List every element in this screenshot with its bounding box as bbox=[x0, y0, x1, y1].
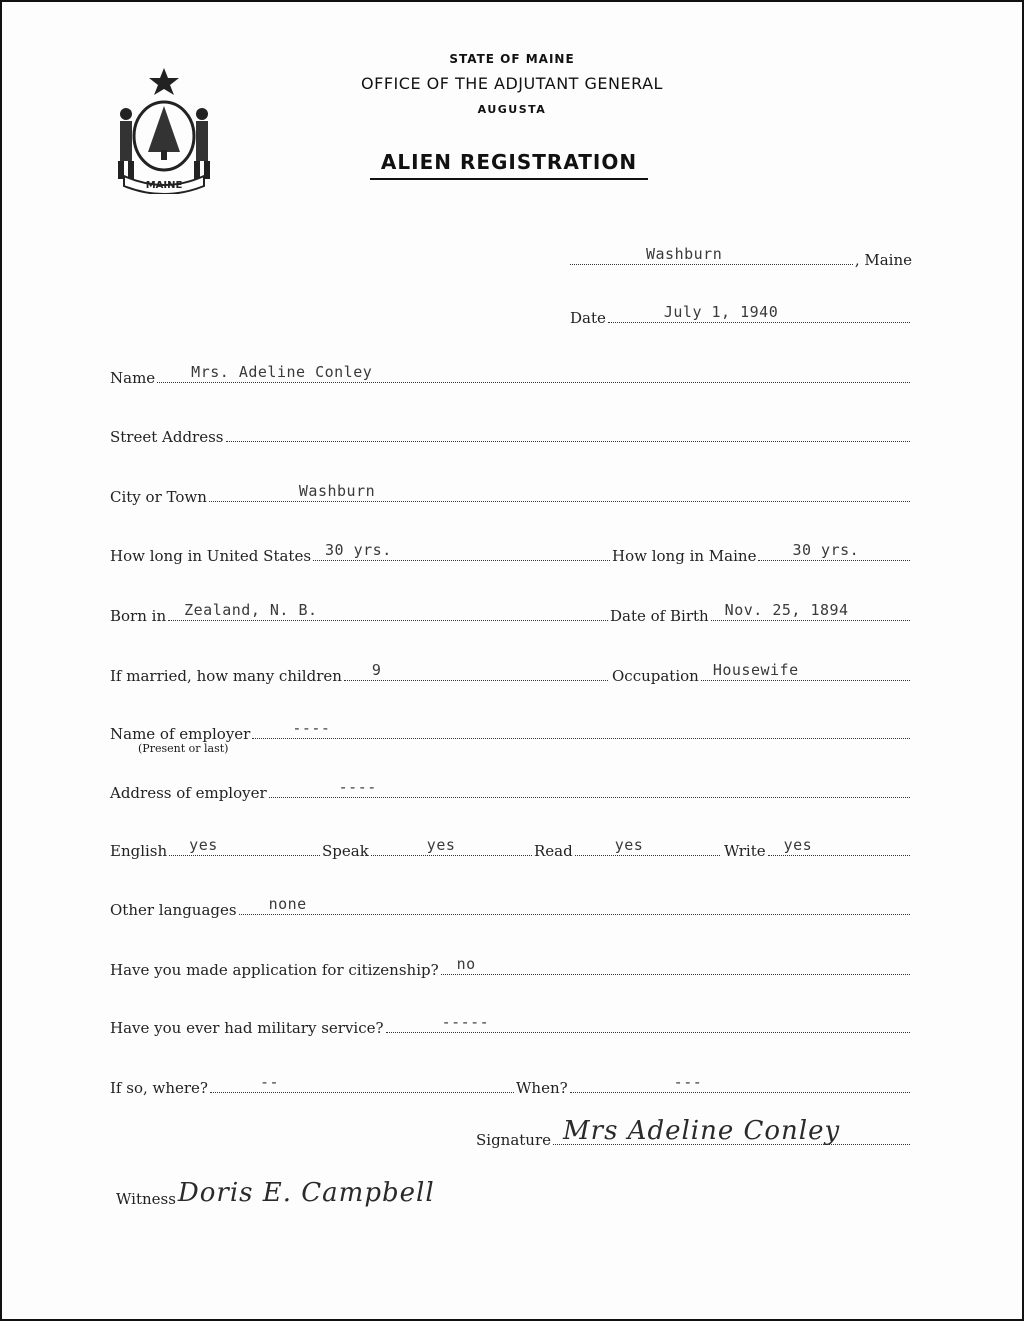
header-state: STATE OF MAINE bbox=[449, 52, 575, 66]
header-city: AUGUSTA bbox=[477, 103, 547, 116]
children-label: If married, how many children bbox=[110, 667, 342, 685]
city-row bbox=[110, 482, 912, 506]
header-office: OFFICE OF THE ADJUTANT GENERAL bbox=[361, 74, 663, 93]
name-row bbox=[110, 363, 912, 387]
military-value: ----- bbox=[441, 1013, 490, 1031]
when-row bbox=[516, 1073, 912, 1097]
street-row bbox=[110, 427, 912, 446]
town-value: Washburn bbox=[646, 245, 723, 263]
town-field[interactable] bbox=[570, 245, 853, 265]
street-label: Street Address bbox=[110, 428, 224, 446]
signature-value: Mrs Adeline Conley bbox=[563, 1116, 841, 1146]
other-languages-label: Other languages bbox=[110, 901, 237, 919]
date-field[interactable] bbox=[608, 303, 910, 323]
english-label: English bbox=[110, 842, 168, 860]
born-in-label: Born in bbox=[110, 607, 167, 625]
dob-field[interactable] bbox=[711, 601, 910, 621]
how-long-us-label: How long in United States bbox=[110, 547, 312, 565]
city-value: Washburn bbox=[298, 482, 376, 500]
city-field[interactable] bbox=[209, 482, 910, 502]
occupation-row bbox=[612, 661, 912, 685]
english-value: yes bbox=[189, 836, 218, 854]
write-value: yes bbox=[783, 836, 813, 854]
speak-row bbox=[322, 836, 534, 860]
occupation-field[interactable] bbox=[701, 661, 910, 681]
employer-label: Name of employer bbox=[110, 725, 251, 743]
read-label: Read bbox=[534, 842, 573, 860]
where-value: -- bbox=[259, 1073, 280, 1091]
employer-address-row bbox=[110, 778, 912, 802]
how-long-maine-value: 30 yrs. bbox=[792, 541, 860, 559]
when-value: --- bbox=[673, 1073, 703, 1091]
read-row bbox=[534, 836, 722, 860]
name-label: Name bbox=[110, 369, 156, 387]
children-field[interactable] bbox=[344, 661, 608, 681]
employer-field[interactable] bbox=[252, 719, 910, 739]
occupation-value: Housewife bbox=[712, 661, 799, 679]
speak-label: Speak bbox=[322, 842, 369, 860]
children-value: 9 bbox=[371, 661, 382, 679]
how-long-us-field[interactable] bbox=[313, 541, 610, 561]
children-row bbox=[110, 661, 610, 685]
form-title: ALIEN REGISTRATION bbox=[370, 150, 648, 180]
speak-field[interactable] bbox=[371, 836, 532, 856]
when-field[interactable] bbox=[570, 1073, 910, 1093]
city-label: City or Town bbox=[110, 488, 207, 506]
witness-field[interactable] bbox=[177, 1178, 554, 1208]
employer-address-value: ---- bbox=[338, 778, 377, 796]
military-label: Have you ever had military service? bbox=[110, 1019, 384, 1037]
signature-row bbox=[476, 1116, 912, 1149]
employer-address-label: Address of employer bbox=[110, 784, 267, 802]
dob-value: Nov. 25, 1894 bbox=[724, 601, 849, 619]
dob-row bbox=[610, 601, 912, 625]
citizenship-label: Have you made application for citizenship? bbox=[110, 961, 439, 979]
signature-field[interactable] bbox=[553, 1116, 910, 1146]
name-value: Mrs. Adeline Conley bbox=[191, 363, 373, 381]
employer-row bbox=[110, 719, 912, 743]
where-field[interactable] bbox=[210, 1073, 514, 1093]
how-long-us-row bbox=[110, 541, 612, 565]
citizenship-row bbox=[110, 955, 912, 979]
town-suffix: , Maine bbox=[854, 251, 912, 269]
when-label: When? bbox=[516, 1079, 568, 1097]
how-long-maine-row bbox=[612, 541, 912, 565]
speak-value: yes bbox=[426, 836, 456, 854]
witness-label: Witness bbox=[116, 1190, 176, 1208]
other-languages-row bbox=[110, 895, 912, 919]
dob-label: Date of Birth bbox=[610, 607, 709, 625]
read-field[interactable] bbox=[575, 836, 720, 856]
seal-motto: MAINE bbox=[145, 180, 183, 191]
witness-value: Doris E. Campbell bbox=[177, 1178, 435, 1208]
english-row bbox=[110, 836, 322, 860]
name-field[interactable] bbox=[157, 363, 910, 383]
born-in-row bbox=[110, 601, 610, 625]
how-long-us-value: 30 yrs. bbox=[325, 541, 392, 559]
other-languages-value: none bbox=[268, 895, 307, 913]
state-seal-icon bbox=[110, 64, 218, 194]
street-field[interactable] bbox=[226, 427, 910, 442]
born-in-value: Zealand, N. B. bbox=[184, 601, 318, 619]
occupation-label: Occupation bbox=[612, 667, 699, 685]
other-languages-field[interactable] bbox=[239, 895, 910, 915]
read-value: yes bbox=[614, 836, 644, 854]
witness-row bbox=[116, 1178, 556, 1208]
employer-value: ---- bbox=[292, 719, 331, 737]
english-field[interactable] bbox=[169, 836, 320, 856]
write-label: Write bbox=[724, 842, 766, 860]
date-value: July 1, 1940 bbox=[663, 303, 779, 321]
signature-label: Signature bbox=[476, 1131, 552, 1149]
how-long-maine-field[interactable] bbox=[758, 541, 910, 561]
military-field[interactable] bbox=[386, 1013, 910, 1033]
citizenship-field[interactable] bbox=[441, 955, 910, 975]
date-row bbox=[570, 303, 912, 327]
write-field[interactable] bbox=[768, 836, 910, 856]
employer-address-field[interactable] bbox=[269, 778, 910, 798]
date-label: Date bbox=[570, 309, 606, 327]
where-label: If so, where? bbox=[110, 1079, 208, 1097]
town-row bbox=[568, 245, 912, 269]
write-row bbox=[724, 836, 912, 860]
born-in-field[interactable] bbox=[168, 601, 608, 621]
how-long-maine-label: How long in Maine bbox=[612, 547, 757, 565]
employer-sublabel: (Present or last) bbox=[138, 742, 229, 755]
citizenship-value: no bbox=[456, 955, 476, 973]
where-row bbox=[110, 1073, 516, 1097]
military-row bbox=[110, 1013, 912, 1037]
